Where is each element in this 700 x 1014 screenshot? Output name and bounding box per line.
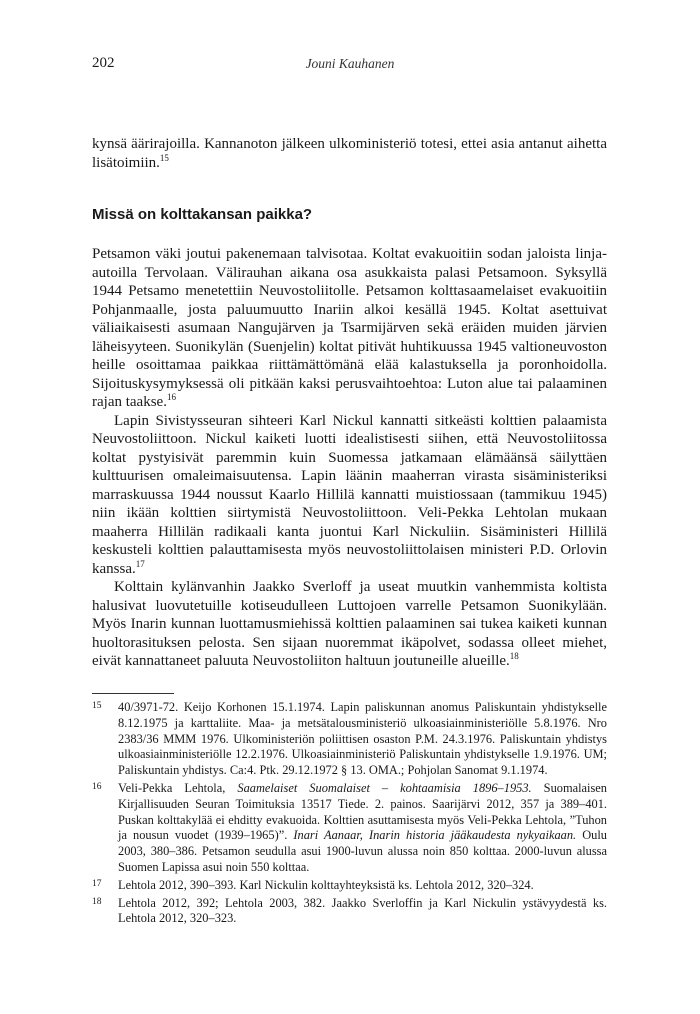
footnote-text: 40/3971-72. Keijo Korhonen 15.1.1974. Lapin paliskunnan anomus Paliskuntain yhdistykselle 8.12.1975 ja karttaliite. Maa- ja metsätalousministeriö ulkoasiainministeriölle 5.8.1976. Nro 2383/36 MMM 1976. Ulkoministeriön poliittisen osaston P.M. 24.3.1976. Paliskuntain yhdistys ulkoasiainministeriölle 12.2.1976. Ulkoasiainministeriö Paliskuntain yhdistykselle 1.9.1976. UM; Paliskuntain yhdistys. Ca:4. Ptk. 29.12.1972 § 13. OMA.; Pohjolan Sanomat 9.1.1974. — [118, 700, 607, 778]
footnote-number: 15 — [92, 701, 102, 711]
intro-paragraph — [92, 135, 607, 172]
intro-text: kynsä äärirajoilla. Kannanoton jälkeen ulkoministeriö totesi, ettei asia antanut aihetta lisätoimiin. — [92, 136, 607, 171]
footnote-text-part: Oulu 2003, 380–386. Petsamon seudulla asui 1900-luvun alussa noin 850 kolttaa. 2000-luvun alussa Suomen Lapissa asui noin 550 kolttaa. — [118, 828, 607, 874]
footnote-text-part: Suomalaisen Kirjallisuuden Seuran Toimituksia 13517 Tiede. 2. painos. Saarijärvi 2012, 357 ja 389–401. Puskan kolttakylää ei ehditty evakuoida. Kolttien asuttamisesta myös Veli-Pekka Lehtola, ”Tuhon ja nousun vuodet (1939–1965)”. — [118, 780, 608, 843]
footnote-18 — [92, 896, 607, 928]
main-body — [92, 245, 607, 671]
footnote-text — [118, 781, 607, 876]
footnote-text: Lehtola 2012, 390–393. Karl Nickulin kolttayhteyksistä ks. Lehtola 2012, 320–324. — [118, 877, 534, 892]
footnote-17 — [92, 878, 607, 894]
footnote-text: Lehtola 2012, 392; Lehtola 2003, 382. Jaakko Sverloffin ja Karl Nickulin ystävyydestä ks. Lehtola 2012, 320–323. — [118, 895, 607, 926]
book-title: Inari Aanaar, Inarin historia jääkaudesta nykyaikaan. — [293, 828, 577, 843]
paragraph-3-text: Kolttain kylänvanhin Jaakko Sverloff ja useat muutkin vanhemmista koltista halusivat luovutetuille kotiseudulleen Luttojoen varrelle Petsamon Suonikylään. Myös Inarin kunnan luottamusmiehissä kolttien palaaminen sai tukea kaiketi kunnan huoltorasituksen pelosta. Sen sijaan nuoremmat ikäpolvet, sodassa olleet miehet, eivät kannattaneet paluuta Neuvostoliiton haltuun joutuneille alueille. — [92, 579, 607, 669]
paragraph-1 — [92, 245, 607, 412]
paragraph-2-text: Lapin Sivistysseuran sihteeri Karl Nickul kannatti sitkeästi kolttien palaamista Neuvostoliittoon. Nickul kaiketi luotti idealistisesti siihen, että Neuvostoliitossa koltat pystyisivät paremmin kuin Suomessa jatkamaan elämäänsä säilyttäen kulttuurisen omaleimaisuutensa. Lapin läänin maaherran virasta sisäministeriksi marraskuussa 1944 noussut Kaarlo Hillilä kannatti muistiossaan (tammikuu 1945) niin ikään kolttien siirtymistä Neuvostoliittoon. Veli-Pekka Lehtolan mukaan maaherra Hillilän radikaali kanta juontui Karl Nickuliin. Sisäministeri Hillilä keskusteli kolttien palauttamisesta myös neuvostoliittolaisen ministeri P.D. Orlovin kanssa. — [92, 412, 607, 577]
footnote-16 — [92, 781, 607, 876]
footnotes — [92, 700, 607, 929]
footnote-text-part: Veli-Pekka Lehtola, — [118, 780, 238, 795]
paragraph-2 — [92, 412, 607, 579]
footnote-number: 17 — [92, 878, 102, 889]
footnote-ref-16[interactable]: 16 — [166, 392, 176, 402]
page-number: 202 — [92, 55, 115, 71]
footnote-number: 16 — [92, 781, 102, 792]
footnote-ref-15[interactable]: 15 — [159, 152, 169, 163]
paragraph-3 — [92, 578, 607, 671]
paragraph-1-text: Petsamon väki joutui pakenemaan talvisotaa. Koltat evakuoitiin sodan jaloista linja-autoilla Tervolaan. Välirauhan aikana osa asukkaista palasi Petsamoon. Syksyllä 1944 Petsamo menetettiin Neuvostoliitolle. Petsamon kolttasaamelaiset evakuoitiin Pohjanmaalle, josta paluumuutto Inariin alkoi kesällä 1945. Koltat asettuivat väliaikaisesti asumaan Nangujärven ja Tsarmijärven sekä eräiden muiden järvien läheisyyteen. Suonikylän (Suenjelin) koltat pitivät huhtikuussa 1945 valtioneuvoston heille osoittamaa paikkaa riittämättömänä elää kalastuksella ja poronhoidolla. Sijoituskysymyksessä oli pitkään kaksi perusvaihtoehtoa: Luton alue tai palaaminen rajan taakse. — [92, 246, 607, 410]
book-title: Saamelaiset Suomalaiset – kohtaamisia 1896–1953. — [237, 780, 532, 795]
section-heading: Missä on kolttakansan paikka? — [92, 206, 313, 223]
footnote-ref-17[interactable]: 17 — [135, 558, 145, 569]
running-head: Jouni Kauhanen — [305, 56, 395, 71]
footnote-ref-18[interactable]: 18 — [509, 651, 519, 661]
footnote-15 — [92, 700, 607, 779]
footnote-number: 18 — [92, 896, 102, 907]
footnote-divider — [92, 693, 174, 694]
